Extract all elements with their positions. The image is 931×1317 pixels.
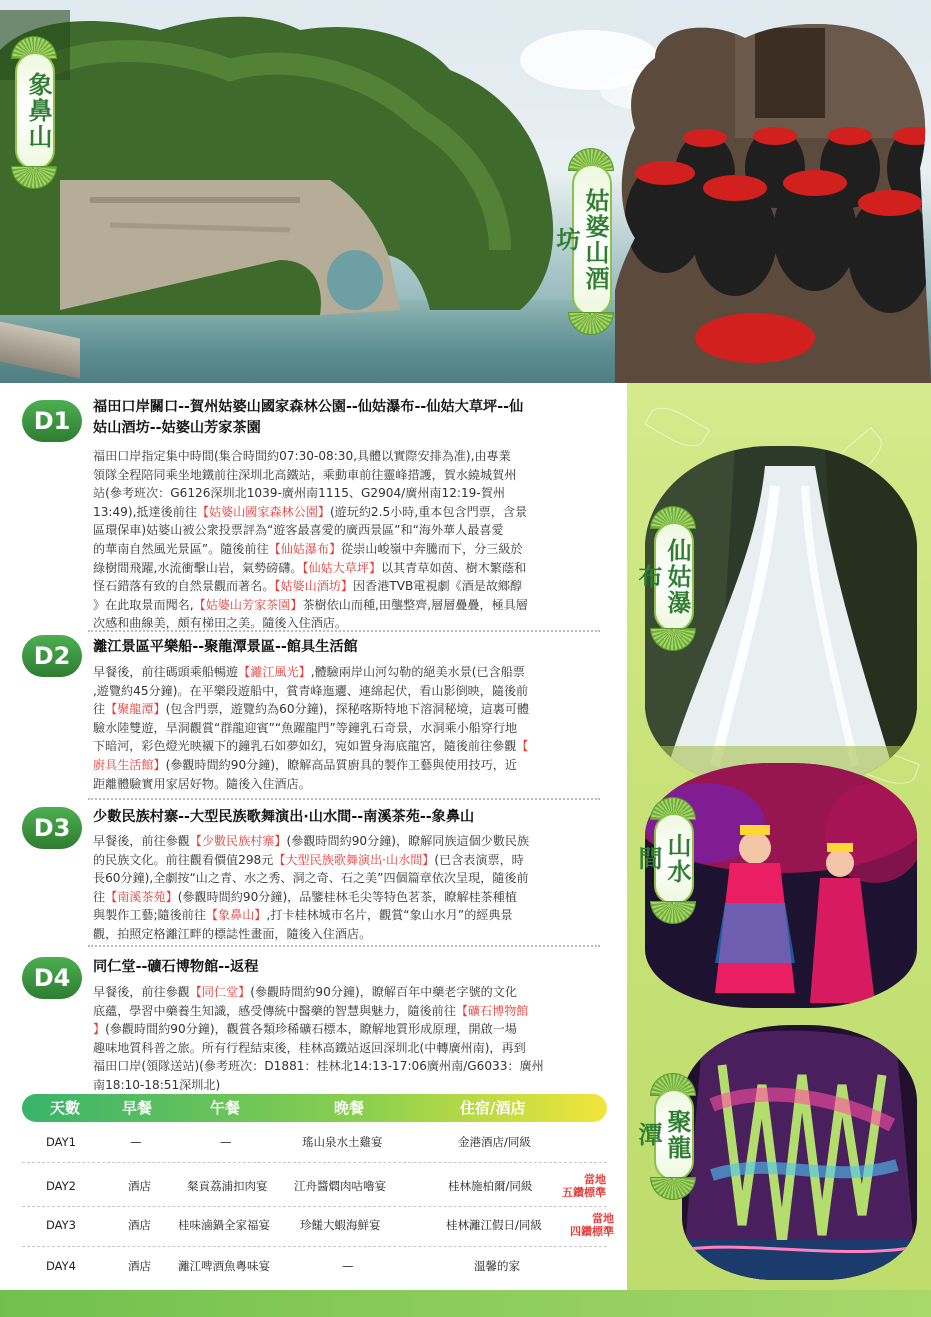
photo-sidebar <box>627 383 931 1317</box>
highlight-place: 【仙姑大草坪】 <box>302 560 382 575</box>
body-line <box>93 983 613 1002</box>
body-text: 的民族文化。前往觀看價值298元 <box>93 852 274 867</box>
body-text: 茶樹依山而種,田壟整齊,層層疊疊，極具層 <box>302 597 528 612</box>
body-line <box>93 596 613 615</box>
table-header <box>22 1094 607 1122</box>
elephant-trunk-hill-image <box>0 10 560 315</box>
body-line <box>93 719 613 738</box>
label-elephant-trunk-hill: 象鼻山 <box>15 52 55 170</box>
highlight-place: 【聚龍潭】 <box>105 702 166 717</box>
jar-cellar-image <box>615 18 931 383</box>
cell-lunch: 粲貢荔浦扣肉宴 <box>187 1179 268 1193</box>
cell-day: DAY2 <box>46 1179 76 1193</box>
day-title-line: 福田口岸關口--賀州姑婆山國家森林公園--仙姑瀑布--仙姑大草坪--仙 <box>93 399 524 415</box>
footer-bar <box>0 1290 931 1317</box>
body-line <box>93 540 613 559</box>
body-line <box>93 577 613 596</box>
body-line <box>93 663 613 682</box>
body-text: (遊玩約2.5小時,重本包含門票，含景 <box>329 504 528 519</box>
body-line <box>93 466 613 485</box>
body-text: ,體驗兩岸山河勾勒的絕美水景(已含船票 <box>310 665 525 679</box>
julong-cave-image <box>682 1025 917 1280</box>
cell-day: DAY3 <box>46 1218 76 1232</box>
divider <box>88 945 600 947</box>
body-line <box>93 1039 613 1058</box>
cell-dinner: — <box>342 1259 354 1273</box>
body-text: 早餐後，前往碼頭乘船暢遊 <box>93 665 239 679</box>
body-text: (參觀時間約90分鐘)，瞭解百年中藥老字號的文化 <box>250 985 517 999</box>
cell-breakfast: 酒店 <box>128 1218 151 1232</box>
body-text: 往 <box>93 889 106 904</box>
body-line <box>93 906 613 925</box>
highlight-place: 【姑婆山酒坊】 <box>274 579 354 594</box>
cell-day: DAY4 <box>46 1259 76 1273</box>
hotel-grade-note <box>558 1212 614 1238</box>
table-row <box>22 1166 607 1206</box>
highlight-place: 【灕江風光】 <box>238 665 311 679</box>
divider <box>88 630 600 632</box>
body-text: (參觀時間約90分鐘)，瞭解高品質廚具的製作工藝與使用技巧，近 <box>165 757 517 772</box>
cell-hotel: 金港酒店/同級 <box>458 1135 531 1149</box>
day-body <box>93 983 613 1095</box>
body-text: 早餐後，前往參觀 <box>93 985 190 999</box>
body-line <box>93 1076 613 1095</box>
body-text: 的華南自然風光景區”。隨後前往 <box>93 541 269 556</box>
body-text: 》在此取景而聞名, <box>93 597 194 612</box>
cell-lunch: 灕江啤酒魚粵味宴 <box>178 1259 270 1273</box>
body-text: 下暗河，彩色燈光映襯下的鐘乳石如夢如幻，宛如置身海底龍宮，隨後前往參觀 <box>93 739 517 754</box>
table-row <box>22 1205 614 1245</box>
day-title-line: 姑山酒坊--姑婆山芳家茶園 <box>93 420 261 436</box>
body-line <box>93 888 613 907</box>
hero-banner <box>0 0 931 383</box>
body-line <box>93 925 613 944</box>
body-text: (包含門票，遊覽約為60分鐘)，探秘喀斯特地下溶洞秘境，這裏可體 <box>165 702 530 717</box>
body-text: 福田口岸指定集中時間(集合時間約07:30-08:30,具體以實際安排為准),由專業 <box>93 449 511 463</box>
leaf-pattern <box>644 400 710 454</box>
body-text: 觀，拍照定格灕江畔的標誌性畫面，隨後入住酒店。 <box>93 926 372 941</box>
body-text: 領隊全程陪同乘坐地鐵前往深圳北高鐵站，乘動車前往靈峰措護，賀水繞城賀州 <box>93 467 517 482</box>
day-title: 灕江景區平樂船--聚龍潭景區--館具生活館 <box>93 639 358 655</box>
body-text: ,遊覽約45分鐘)。在平樂段遊船中，賞青峰迤邐、連綿起伏，看山影倒映，隨後前 <box>93 683 529 698</box>
day-badge: D3 <box>22 807 82 849</box>
body-line <box>93 447 613 466</box>
row-divider <box>22 1162 607 1163</box>
body-line <box>93 559 613 578</box>
body-text: 怪石錯落有致的自然景觀而著名。 <box>93 579 275 594</box>
highlight-place: 【象鼻山】 <box>205 908 267 923</box>
note-line: 四鑽標準 <box>570 1225 614 1238</box>
label-gupo-mountain-winery: 姑婆山酒坊 <box>572 164 612 316</box>
highlight-place: 廚具生活館】 <box>93 757 166 772</box>
cell-breakfast: 酒店 <box>128 1179 151 1193</box>
body-text: 早餐後，前往參觀 <box>93 834 190 848</box>
cell-hotel: 桂林施柏爾/同級 <box>448 1179 533 1193</box>
body-line <box>93 1057 613 1076</box>
label-julong-cave: 聚龍潭 <box>654 1089 694 1181</box>
meal-hotel-table <box>22 1094 614 1273</box>
body-line <box>93 484 613 503</box>
body-line <box>93 832 613 851</box>
header-breakfast: 早餐 <box>122 1099 153 1117</box>
body-text: 趣味地質科普之旅。所有行程結束後，桂林高鐵站返回深圳北(中轉廣州南)，再到 <box>93 1040 526 1055</box>
body-text: (參觀時間約90分鐘)，觀賞各類珍稀礦石標本，瞭解地質形成原理，開啟一場 <box>105 1022 517 1037</box>
highlight-place: 【礦石博物館 <box>455 1003 529 1018</box>
day-badge: D1 <box>22 400 82 442</box>
body-text: 驗水陸雙遊，旱洞觀賞“群龍迎賓”“魚躍龍門”等鐘乳石奇景，水洞乘小船穿行地 <box>93 720 518 735</box>
body-text: 因香港TVB電視劇《酒是故鄉醇 <box>353 579 523 594</box>
note-line: 五鑽標準 <box>562 1186 606 1199</box>
body-text: (參觀時間約90分鐘)，瞭解同族這個少數民族 <box>286 834 530 848</box>
body-text: 底蘊，學習中藥養生知識，感受傳統中醫藥的智慧與魅力，隨後前往 <box>93 1003 456 1018</box>
cell-breakfast: 酒店 <box>128 1259 151 1273</box>
body-text: 站(參考班次：G6126深圳北1039-廣州南1115、G2904/廣州南12:19-賀州 <box>93 486 505 501</box>
highlight-place: 【 <box>516 739 529 754</box>
cell-dinner: 珍饈大蝦海鮮宴 <box>300 1218 381 1232</box>
body-text: 綠樹間飛躍,水流衝擊山岩，氣勢磅礴。 <box>93 560 303 575</box>
highlight-place: 】 <box>93 1022 106 1037</box>
body-line <box>93 851 613 870</box>
body-line <box>93 1002 613 1021</box>
hotel-grade-note <box>554 1173 606 1199</box>
body-line <box>93 503 613 522</box>
body-text: ,打卡桂林城市名片，觀賞“象山水月”的經典景 <box>266 908 513 923</box>
highlight-place: 【姑婆山芳家茶園】 <box>193 597 303 612</box>
note-line: 當地 <box>584 1173 606 1186</box>
body-text: 次感和曲線美，頗有梯田之美。隨後入住酒店。 <box>93 616 347 631</box>
cell-dinner: 瑤山泉水土雞宴 <box>302 1135 383 1149</box>
body-text: 區環保車)姑婆山被公衆投票評為“遊客最喜愛的廣西景區”和“海外華人最喜愛 <box>93 523 504 538</box>
body-line <box>93 756 613 775</box>
cell-day: DAY1 <box>46 1135 76 1149</box>
body-line <box>93 682 613 701</box>
cell-breakfast: — <box>130 1135 142 1149</box>
day-title <box>93 397 613 439</box>
body-text: 與製作工藝;隨後前往 <box>93 908 206 923</box>
day-body <box>93 832 613 944</box>
body-line <box>93 1020 613 1039</box>
highlight-place: 【同仁堂】 <box>189 985 251 999</box>
body-text: 福田口岸(領隊送站)(參考班次：D1881：桂林北14:13-17:06廣州南/G6033：廣州 <box>93 1059 544 1074</box>
highlight-place: 【仙姑瀑布】 <box>268 541 342 556</box>
header-day: 天數 <box>50 1099 81 1117</box>
divider <box>88 798 600 800</box>
body-line <box>93 869 613 888</box>
label-xiangu-waterfall: 仙姑瀑布 <box>654 522 694 632</box>
day-title: 同仁堂--礦石博物館--返程 <box>93 959 259 975</box>
body-text: 13:49),抵達後前往 <box>93 504 197 519</box>
highlight-place: 【少數民族村寨】 <box>189 834 287 848</box>
body-text: 往 <box>93 702 106 717</box>
body-text: (已含表演票，時 <box>434 852 524 867</box>
body-text: 長60分鐘),全劇按“山之青、水之秀、洞之奇、石之美”四個篇章依次呈現，隨後前 <box>93 871 529 886</box>
cell-hotel: 桂林灕江假日/同級 <box>446 1218 542 1232</box>
day-body <box>93 447 613 633</box>
body-text: 以其青草如茵、樹木繁蔭和 <box>381 560 527 575</box>
cell-lunch: 桂味滷鍋全家福宴 <box>178 1218 270 1232</box>
body-line <box>93 737 613 756</box>
body-text: 從崇山峻嶺中奔騰而下，分三級於 <box>341 541 523 556</box>
day-body <box>93 663 613 793</box>
day-badge: D4 <box>22 957 82 999</box>
body-line <box>93 521 613 540</box>
note-line: 當地 <box>592 1212 614 1225</box>
header-lunch: 午餐 <box>210 1099 241 1117</box>
body-text: 南18:10-18:51深圳北) <box>93 1077 221 1092</box>
cell-dinner: 江舟醬燜肉咕嚕宴 <box>294 1179 386 1193</box>
label-shanshuijian-show: 山水間 <box>654 813 694 905</box>
header-hotel: 住宿/酒店 <box>460 1099 526 1117</box>
table-row <box>22 1122 607 1162</box>
highlight-place: 【大型民族歌舞演出·山水間】 <box>273 852 435 867</box>
table-row <box>22 1246 607 1286</box>
body-text: (參觀時間約90分鐘)，品鑒桂林毛尖等特色茗茶，瞭解桂茶種植 <box>177 889 517 904</box>
day-badge: D2 <box>22 635 82 677</box>
header-dinner: 晚餐 <box>334 1099 365 1117</box>
day-title: 少數民族村寨--大型民族歌舞演出·山水間--南溪茶苑--象鼻山 <box>93 809 475 825</box>
cell-lunch: — <box>220 1135 232 1149</box>
body-line <box>93 700 613 719</box>
body-text: 距離體驗實用家居好物。隨後入住酒店。 <box>93 776 311 791</box>
body-line <box>93 775 613 794</box>
cell-hotel: 溫馨的家 <box>474 1259 520 1273</box>
highlight-place: 【南溪茶苑】 <box>105 889 178 904</box>
highlight-place: 【姑婆山國家森林公園】 <box>196 504 330 519</box>
